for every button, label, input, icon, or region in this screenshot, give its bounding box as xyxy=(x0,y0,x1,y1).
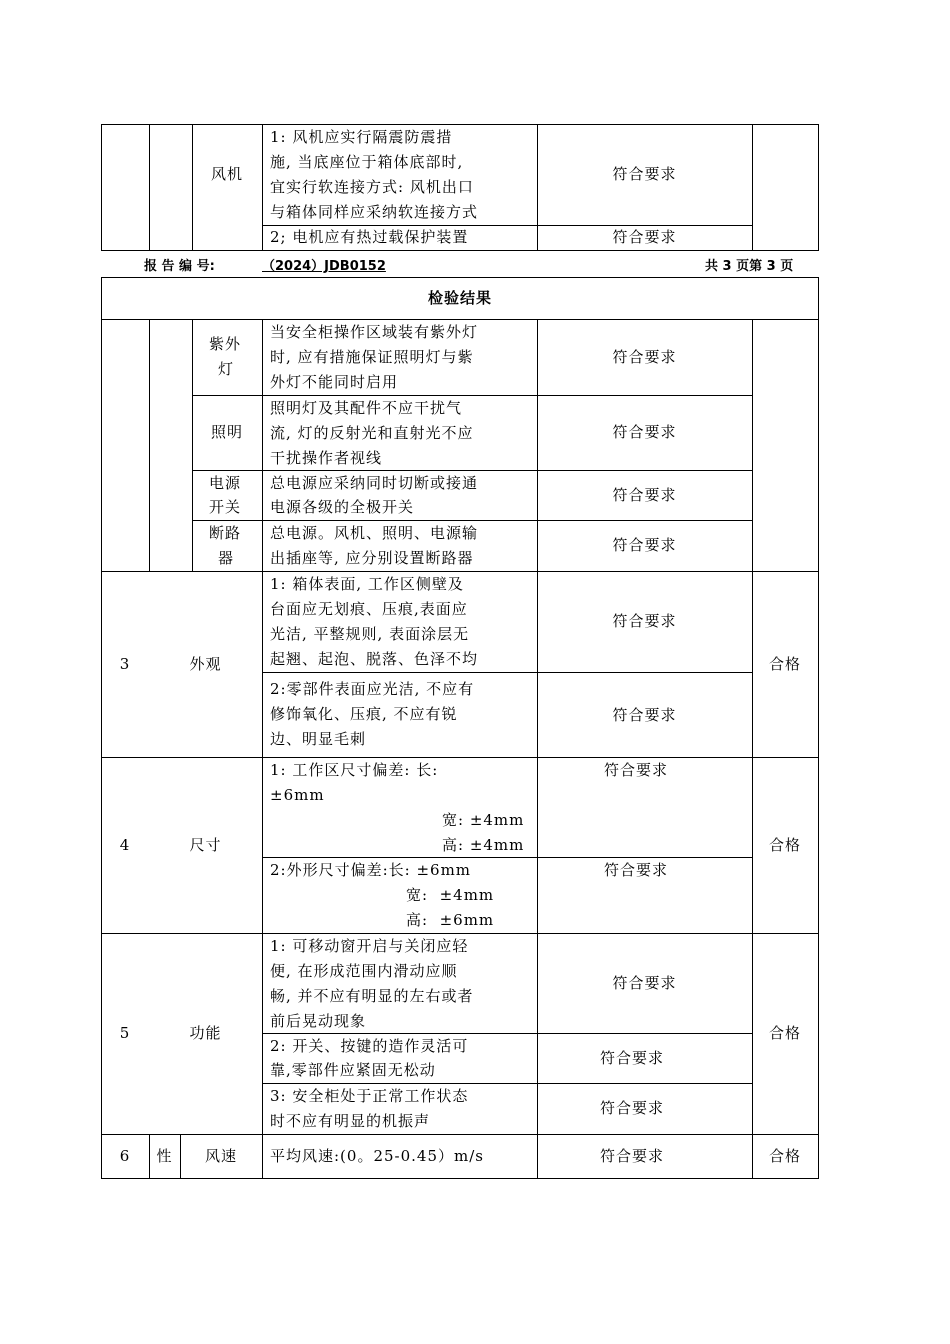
uv-lamp-result: 符合要求 xyxy=(612,347,677,366)
text-line: 总电源。风机、照明、电源输 xyxy=(270,524,479,542)
airflow-result: 符合要求 xyxy=(599,1146,664,1165)
text-line: 1: 风机应实行隔震防震措 xyxy=(270,128,453,146)
fan-requirement-2-result: 符合要求 xyxy=(612,228,677,246)
row-4-verdict: 合格 xyxy=(768,835,801,854)
text-line: 2:外形尺寸偏差:长: ±6mm xyxy=(270,861,472,879)
fan-requirement-1-result: 符合要求 xyxy=(612,165,677,183)
table-title: 检验结果 xyxy=(427,288,492,307)
text-line: 宽: ±4mm xyxy=(406,886,495,904)
page-count: 共 3 页第 3 页 xyxy=(705,259,794,274)
text-line: 3: 安全柜处于正常工作状态 xyxy=(270,1087,469,1105)
label-line: 灯 xyxy=(218,360,235,378)
appearance-requirement-1-result: 符合要求 xyxy=(612,612,677,630)
text-line: 台面应无划痕、压痕,表面应 xyxy=(270,600,468,618)
text-line: 1: 箱体表面, 工作区侧壁及 xyxy=(270,575,464,593)
text-line: 靠,零部件应紧固无松动 xyxy=(270,1061,436,1079)
text-line: 与箱体同样应采纳软连接方式 xyxy=(270,203,479,221)
text-line: 时, 应有措施保证照明灯与紫 xyxy=(270,348,474,366)
row-5-item: 功能 xyxy=(189,1024,222,1042)
dimension-requirement-1-result: 符合要求 xyxy=(604,761,669,779)
text-line: 畅, 并不应有明显的左右或者 xyxy=(270,987,474,1005)
function-requirement-2-result: 符合要求 xyxy=(599,1048,664,1067)
text-line: 当安全柜操作区域装有紫外灯 xyxy=(270,323,479,341)
text-line: 宜实行软连接方式: 风机出口 xyxy=(270,178,474,196)
text-line: 边、明显毛刺 xyxy=(270,730,367,748)
report-number-label: 报 告 编 号: xyxy=(144,259,215,274)
label-line: 器 xyxy=(218,549,235,567)
label-line: 开关 xyxy=(209,498,242,516)
function-requirement-1-result: 符合要求 xyxy=(612,973,677,992)
row-3-verdict: 合格 xyxy=(768,654,801,673)
row-6-number: 6 xyxy=(119,1146,131,1165)
row-4-number: 4 xyxy=(119,835,131,854)
label-line: 紫外 xyxy=(209,335,242,353)
text-line: 高: ±6mm xyxy=(406,911,495,929)
text-line: 出插座等, 应分别设置断路器 xyxy=(270,549,474,567)
text-line: 电源各级的全极开关 xyxy=(270,498,415,516)
row-6-verdict: 合格 xyxy=(768,1146,801,1165)
text-line: 前后晃动现象 xyxy=(270,1012,367,1030)
lighting-result: 符合要求 xyxy=(612,423,677,441)
dimension-requirement-2-result: 符合要求 xyxy=(604,861,669,879)
row-5-verdict: 合格 xyxy=(768,1024,801,1042)
text-line: 时不应有明显的机振声 xyxy=(270,1112,431,1130)
lighting-label: 照明 xyxy=(210,423,243,441)
text-line: 1: 可移动窗开启与关闭应轻 xyxy=(270,937,469,955)
text-line: 照明灯及其配件不应干扰气 xyxy=(270,399,463,417)
label-line: 断路 xyxy=(209,524,242,542)
text-line: 2: 开关、按键的造作灵活可 xyxy=(270,1037,469,1055)
fan-requirement-2: 2; 电机应有热过载保护装置 xyxy=(270,228,469,246)
airflow-requirement: 平均风速:(0。25-0.45）m/s xyxy=(270,1147,484,1165)
row-6-item: 风速 xyxy=(204,1146,237,1165)
appearance-requirement-2-result: 符合要求 xyxy=(612,705,677,724)
text-line: 起翘、起泡、脱落、色泽不均 xyxy=(270,650,479,668)
power-switch-result: 符合要求 xyxy=(612,485,677,504)
text-line: 修饰氧化、压痕, 不应有锐 xyxy=(270,705,458,723)
row-6-category: 性 xyxy=(156,1146,173,1165)
report-number: （2024）JDB0152 xyxy=(262,259,386,274)
row-5-number: 5 xyxy=(119,1024,131,1042)
text-line: 施, 当底座位于箱体底部时, xyxy=(270,153,464,171)
text-line: ±6mm xyxy=(270,786,325,804)
row-3-item: 外观 xyxy=(189,654,222,673)
text-line: 宽: ±4mm xyxy=(442,811,525,829)
text-line: 便, 在形成范围内滑动应顺 xyxy=(270,962,458,980)
fan-label: 风机 xyxy=(210,165,243,183)
text-line: 外灯不能同时启用 xyxy=(270,373,399,391)
text-line: 2:零部件表面应光洁, 不应有 xyxy=(270,680,475,698)
text-line: 流, 灯的反射光和直射光不应 xyxy=(270,424,474,442)
text-line: 高: ±4mm xyxy=(442,836,525,854)
label-line: 电源 xyxy=(209,474,242,492)
breaker-result: 符合要求 xyxy=(612,536,677,554)
text-line: 干扰操作者视线 xyxy=(270,449,383,467)
function-requirement-3-result: 符合要求 xyxy=(599,1099,664,1117)
row-4-item: 尺寸 xyxy=(189,835,222,854)
text-line: 1: 工作区尺寸偏差: 长: xyxy=(270,761,439,779)
row-3-number: 3 xyxy=(119,654,131,673)
text-line: 总电源应采纳同时切断或接通 xyxy=(270,474,479,492)
text-line: 光洁, 平整规则, 表面涂层无 xyxy=(270,625,470,643)
